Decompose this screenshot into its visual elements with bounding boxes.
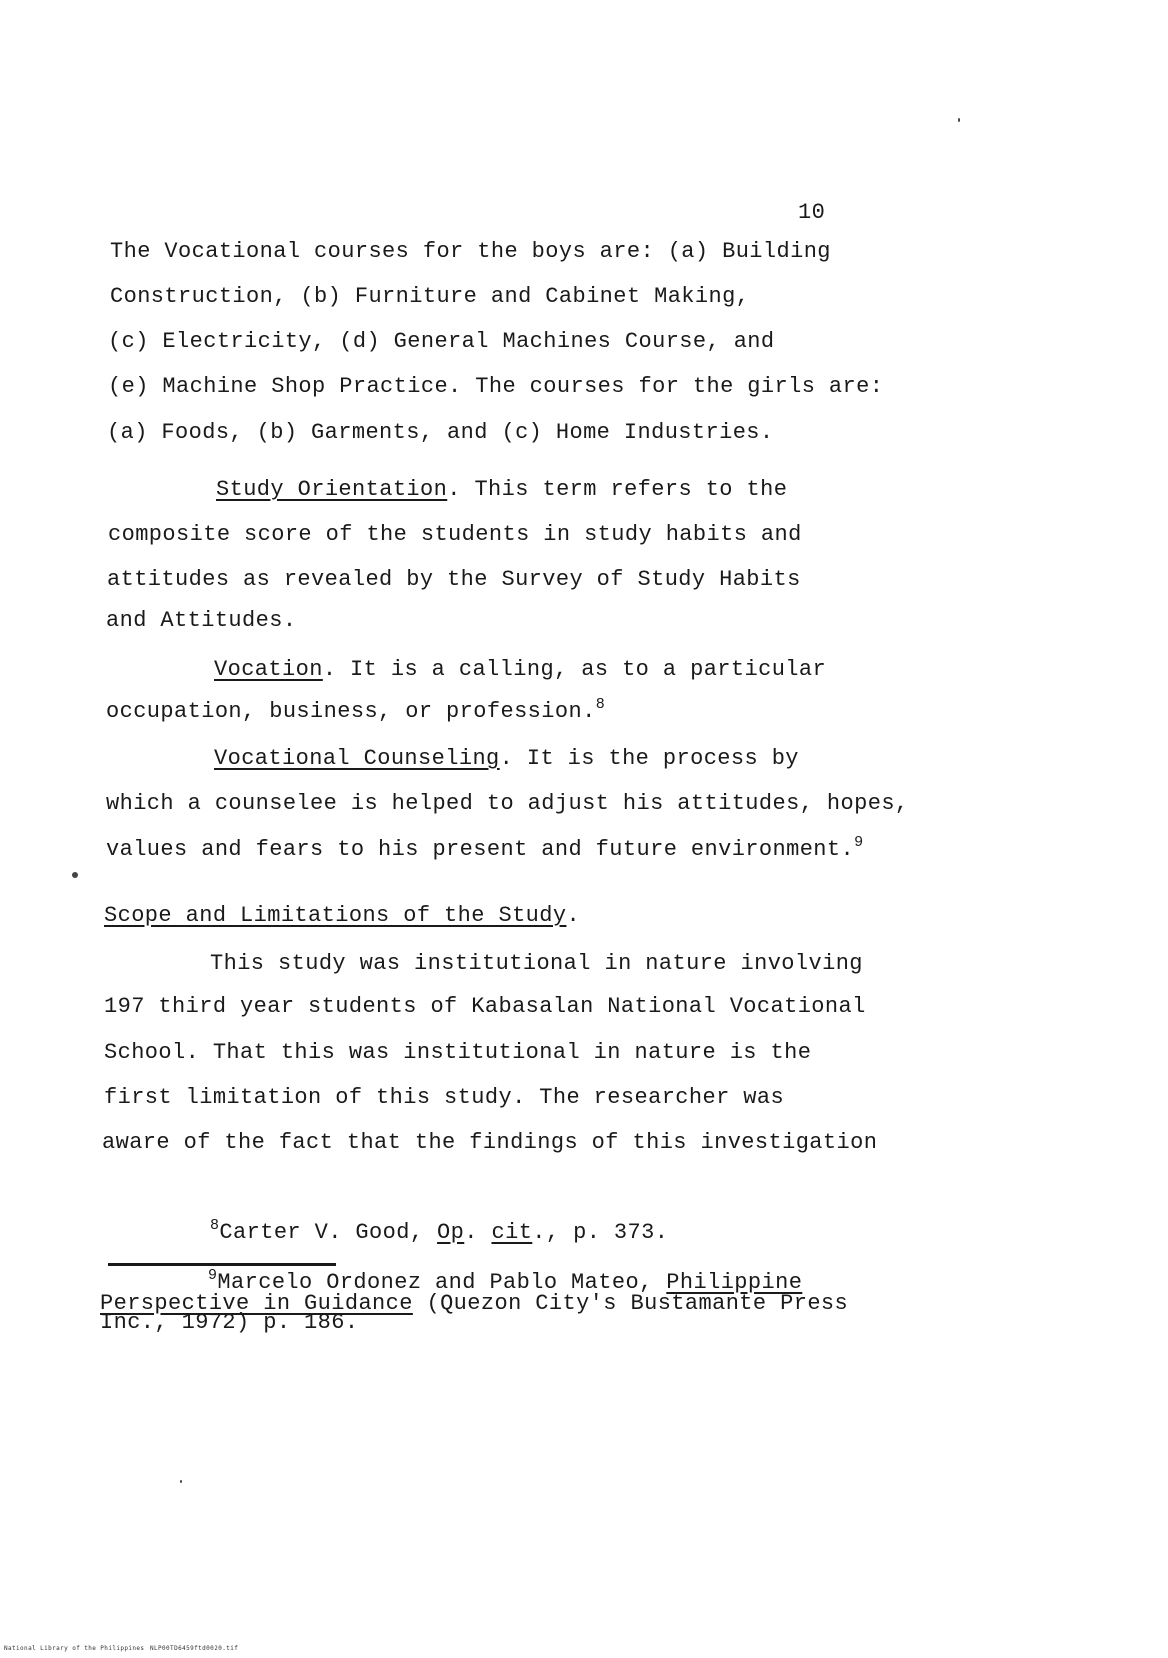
body-text: values and fears to his present and future environment. xyxy=(106,837,855,862)
footnote-ref-8: 8 xyxy=(595,696,606,713)
body-line: first limitation of this study. The researcher was xyxy=(104,1085,785,1110)
footer-library: National Library of the Philippines xyxy=(4,1645,145,1652)
footnote-ref-9: 9 xyxy=(854,834,864,851)
body-line: School. That this was institutional in nature is the xyxy=(104,1040,812,1065)
footnote-divider xyxy=(108,1263,336,1266)
definition-vocation xyxy=(214,655,826,685)
body-line: This study was institutional in nature involving xyxy=(210,951,863,976)
body-line: Construction, (b) Furniture and Cabinet Making, xyxy=(110,284,750,309)
definition-vocational-counseling xyxy=(214,744,799,774)
term-vocational-counseling: Vocational Counseling xyxy=(214,746,500,771)
footnote-9-line-3: Inc., 1972) p. 186. xyxy=(100,1310,359,1335)
body-line xyxy=(106,697,605,727)
body-line: attitudes as revealed by the Survey of Study Habits xyxy=(107,567,801,592)
definition-text: . It is the process by xyxy=(499,746,799,771)
footnote-text: (Quezon City's Bustamante Press xyxy=(412,1291,849,1316)
body-line: (c) Electricity, (d) General Machines Course, and xyxy=(108,329,775,354)
body-line: aware of the fact that the findings of this investigation xyxy=(102,1130,878,1155)
footnote-title: Perspective in Guidance xyxy=(100,1291,413,1316)
definition-text: . It is a calling, as to a particular xyxy=(322,657,827,682)
footnote-text: ., p. 373. xyxy=(532,1220,669,1245)
body-line: (e) Machine Shop Practice. The courses for the girls are: xyxy=(108,374,884,399)
body-text: occupation, business, or profession. xyxy=(106,699,596,724)
scan-speck xyxy=(72,872,78,878)
footnote-title: Philippine xyxy=(666,1270,803,1295)
body-line: The Vocational courses for the boys are: (a) Building xyxy=(110,239,831,264)
footnote-8 xyxy=(210,1218,668,1248)
body-line: (a) Foods, (b) Garments, and (c) Home Industries. xyxy=(107,420,774,445)
term-vocation: Vocation xyxy=(214,657,323,682)
body-line xyxy=(106,835,864,865)
footer-filename: NLP00TD6459ftd0020.tif xyxy=(150,1645,239,1652)
body-line: and Attitudes. xyxy=(106,608,297,633)
body-line: composite score of the students in study habits and xyxy=(108,522,802,547)
section-heading xyxy=(104,901,580,931)
footnote-mark: 8 xyxy=(210,1217,220,1234)
scan-speck xyxy=(958,118,960,122)
footnote-text: Carter V. Good, xyxy=(219,1220,438,1245)
footnote-text: Marcelo Ordonez and Pablo Mateo, xyxy=(217,1270,667,1295)
section-heading-period: . xyxy=(566,903,581,928)
section-heading-text: Scope and Limitations of the Study xyxy=(104,903,567,928)
definition-study-orientation xyxy=(216,475,787,505)
footnote-mark: 9 xyxy=(208,1267,218,1284)
body-line: which a counselee is helped to adjust his attitudes, hopes, xyxy=(106,791,909,816)
page-number: 10 xyxy=(798,200,826,225)
footnote-op: Op xyxy=(437,1220,465,1245)
body-line: 197 third year students of Kabasalan National Vocational xyxy=(104,994,866,1019)
footnote-cit: cit xyxy=(491,1220,533,1245)
scan-speck xyxy=(180,1480,182,1483)
term-study-orientation: Study Orientation xyxy=(216,477,448,502)
definition-text: . This term refers to the xyxy=(447,477,788,502)
footnote-text: . xyxy=(464,1220,492,1245)
